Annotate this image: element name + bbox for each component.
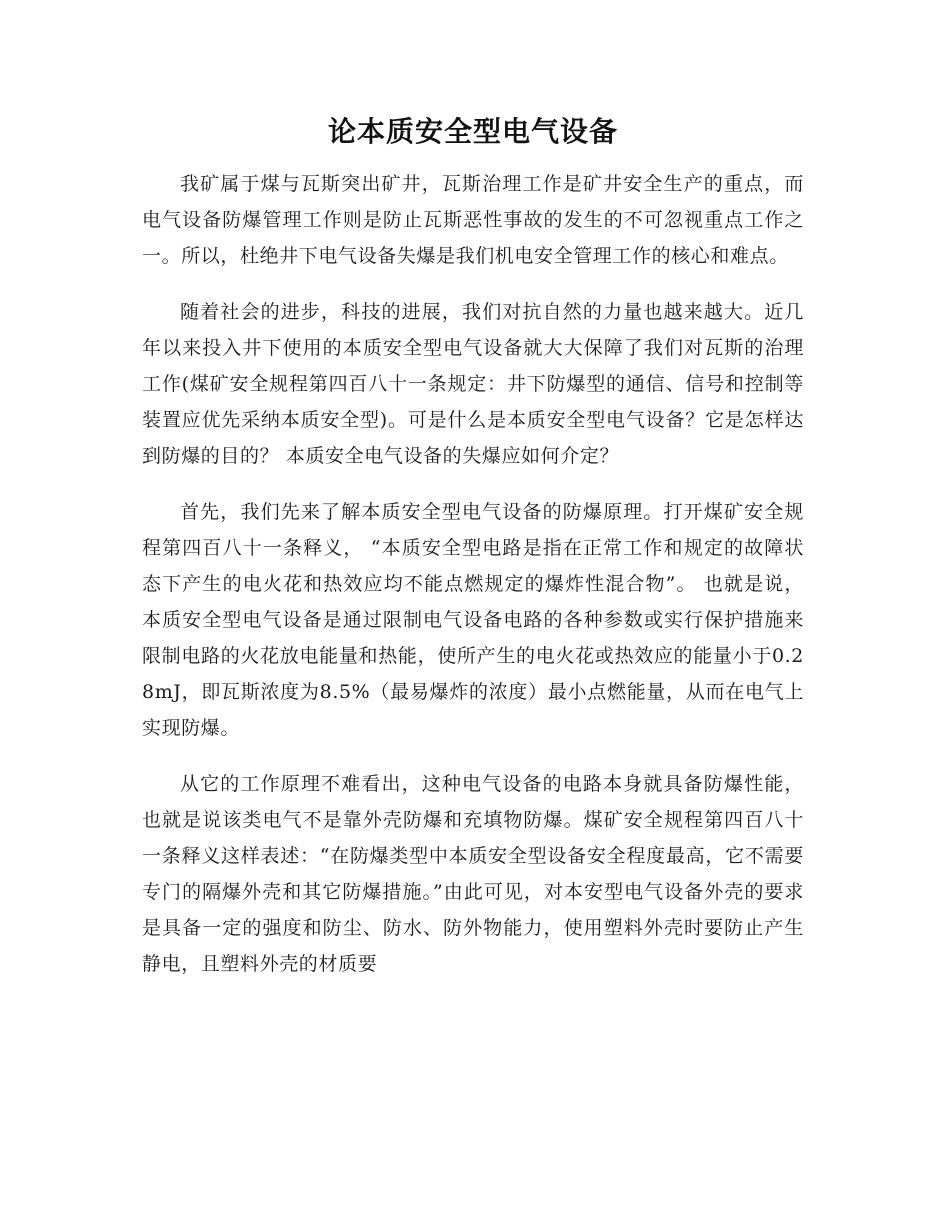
document-page — [142, 112, 804, 1002]
paragraph-1: 我矿属于煤与瓦斯突出矿井，瓦斯治理工作是矿井安全生产的重点，而电气设备防爆管理工作则是防止瓦斯恶性事故的发生的不可忽视重点工作之一。所以，杜绝井下电气设备失爆是我们机电安全管理工作的核心和难点。 — [142, 173, 804, 267]
paragraph-2: 随着社会的进步，科技的进展，我们对抗自然的力量也越来越大。近几年以来投入井下使用的本质安全型电气设备就大大保障了我们对瓦斯的治理工作(煤矿安全规程第四百八十一条规定：井下防爆型的通信、信号和控制等装置应优先采纳本质安全型)。可是什么是本质安全型电气设备？它是怎样达到防爆的目的？ 本质安全电气设备的失爆应如何介定？ — [142, 301, 804, 467]
paragraph-4: 从它的工作原理不难看出，这种电气设备的电路本身就具备防爆性能，也就是说该类电气不是靠外壳防爆和充填物防爆。煤矿安全规程第四百八十一条释义这样表述：“在防爆类型中本质安全型设备安全程度最高，它不需要专门的隔爆外壳和其它防爆措施。”由此可见，对本安型电气设备外壳的要求是具备一定的强度和防尘、防水、防外物能力，使用塑料外壳时要防止产生静电，且塑料外壳的材质要 — [142, 773, 804, 975]
paragraph-3: 首先，我们先来了解本质安全型电气设备的防爆原理。打开煤矿安全规程第四百八十一条释义， “本质安全型电路是指在正常工作和规定的故障状态下产生的电火花和热效应均不能点燃规定的爆炸性混合物”。 也就是说，本质安全型电气设备是通过限制电气设备电路的各种参数或实行保护措施来限制电路的火花放电能量和热能，使所产生的电火花或热效应的能量小于0.28mJ，即瓦斯浓度为8.5%（最易爆炸的浓度）最小点燃能量，从而在电气上实现防爆。 — [142, 501, 804, 739]
document-title: 论本质安全型电气设备 — [327, 115, 618, 148]
